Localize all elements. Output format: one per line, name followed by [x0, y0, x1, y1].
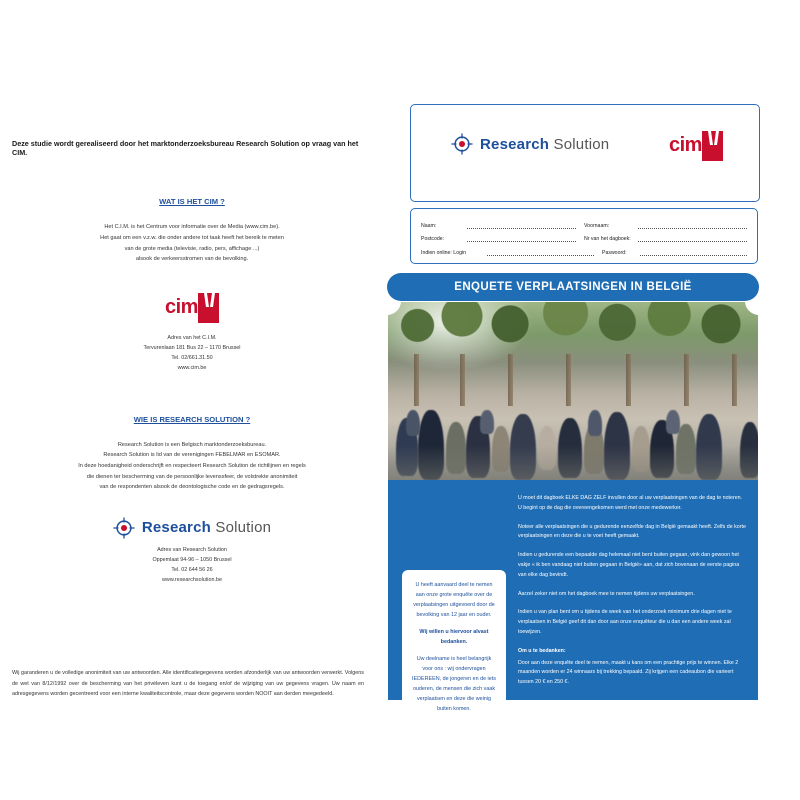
- rs-text-line: Research Solution is lid van de verenigingen FEBELMAR en ESOMAR.: [103, 452, 281, 459]
- cim-text-line: alsook de verkeersstromen van de bevolking.: [135, 256, 249, 263]
- rs-text-line: In deze hoedanigheid onderschrijft en respecteert Research Solution de richtlijnen en regels: [78, 463, 306, 470]
- cim-text-line: van de grote media (televisie, radio, pers, affichage ...): [124, 245, 260, 252]
- form-input-naam[interactable]: [467, 220, 576, 229]
- rs-text-line: die dienen ter bescherming van de persoonlijke levenssfeer, de volstrekte anonimiteit: [86, 473, 298, 480]
- logo-word-solution: Solution: [553, 135, 610, 153]
- rs-address-line: www.researchsolution.be: [162, 576, 222, 583]
- respondent-form: [410, 208, 758, 264]
- target-crosshair-icon: [451, 133, 473, 155]
- form-row: [421, 242, 747, 256]
- cim-logo-text: cim: [669, 134, 702, 156]
- cim-section: [12, 197, 372, 373]
- left-info-panel: [12, 140, 372, 700]
- research-solution-logo: [12, 517, 372, 539]
- cim-text-line: Het gaat om een v.z.w. die onder andere tot taak heeft het bereik te meten: [100, 234, 284, 241]
- rs-section-title: WIE IS RESEARCH SOLUTION ?: [133, 414, 251, 424]
- rs-section-text: [12, 440, 372, 493]
- cim-logo-icon: [165, 293, 219, 327]
- target-crosshair-icon: [113, 517, 135, 539]
- cim-logo-text: cim: [165, 295, 198, 318]
- cim-text-line: Het C.I.M. is het Centrum voor informatie over de Media (www.cim.be).: [104, 224, 280, 231]
- research-solution-wordmark: [142, 520, 271, 535]
- cim-section-title: WAT IS HET CIM ?: [159, 197, 225, 207]
- cim-logo-mark: [198, 293, 219, 323]
- reward-heading: Om u te bedanken:: [518, 647, 566, 654]
- form-label-naam: Naam:: [421, 222, 437, 229]
- brochure-instructions-panel: [388, 480, 758, 712]
- logo-word-research: Research: [480, 135, 550, 153]
- form-row: [421, 229, 747, 243]
- rs-address-line: Oppemlaat 94-96 – 1050 Brussel: [152, 556, 232, 563]
- form-input-postcode[interactable]: [467, 233, 576, 242]
- research-solution-section: [12, 415, 372, 585]
- cim-address-line: Tel. 02/661.31.50: [171, 354, 213, 361]
- cim-address-line: Tervurenlaan 181 Bus 22 – 1170 Brussel: [143, 344, 241, 351]
- thankyou-note: Uw deelname is heel belangrijk voor ons : wij ondervragen IEDEREEN, de jongeren en de iets ouderen, de mensen die zich vaak verplaatsen en deze die weinig buiten komen.: [412, 656, 496, 712]
- form-label-voornaam: Voornaam:: [584, 222, 610, 229]
- brochure-logo-card: [410, 104, 760, 202]
- instruction-paragraph: U moet dit dagboek ELKE DAG ZELF invullen door al uw verplaatsingen van de dag te noteren. U begint op de dag die overeengekomen werd met onze medewerker.: [518, 495, 743, 511]
- form-input-dagboeknr[interactable]: [638, 233, 747, 242]
- rs-logo-block: [12, 517, 372, 585]
- form-label-dagboeknr: Nr van het dagboek:: [584, 236, 631, 242]
- logo-word-solution: Solution: [215, 519, 272, 537]
- cim-logo-block: [12, 293, 372, 373]
- lead-paragraph: Deze studie wordt gerealiseerd door het marktonderzoeksbureau Research Solution op vraag van het CIM.: [12, 139, 359, 157]
- brochure-wordmark: [480, 137, 609, 152]
- form-input-voornaam[interactable]: [638, 220, 747, 229]
- cover-photo-crowd: [388, 302, 758, 480]
- reward-paragraph: Door aan deze enquête deel te nemen, maakt u kans om een prachtige prijs te winnen. Elke 2 maanden worden er 24 winnaars bij trekking bepaald. Zij krijgen een cadeaubon die varieert tussen 20 € en 250 €.: [518, 659, 739, 686]
- brochure-title-banner: ENQUETE VERPLAATSINGEN IN BELGIË: [388, 274, 758, 300]
- rs-text-line: van de respondenten alsook de deontologische code en de gedragsregels.: [99, 484, 285, 491]
- thank-you-card: [402, 570, 506, 724]
- form-input-login[interactable]: [487, 247, 594, 256]
- cim-address-label: Adres van het C.I.M.: [167, 334, 217, 341]
- brochure-research-solution-logo: [451, 133, 609, 155]
- form-row: [421, 215, 747, 229]
- rs-address-line: Tel. 02 644 56 26: [171, 566, 213, 573]
- rs-address: [12, 545, 372, 585]
- cim-logo-icon: [669, 131, 723, 165]
- brochure-cover: [388, 104, 786, 712]
- privacy-legal-text: Wij garanderen u de volledige anonimiteit van uw antwoorden. Alle identificatiegegevens worden afzonderlijk van uw antwoorden verwerkt. Volgens de wet van 8/12/1992 over de bescherming van het privéleven kunt u de toegang en/of de wijziging van uw gegevens vragen. Uw naam en adresgegevens worden gecentreerd voor een interne kwaliteitscontrole, maar deze gegevens worden NOOIT aan derden meegedeeld.: [12, 670, 364, 698]
- form-label-postcode: Postcode:: [421, 236, 445, 242]
- cim-logo-mark: [702, 131, 723, 161]
- thankyou-headline: Wij willen u hiervoor alvast bedanken.: [419, 629, 489, 645]
- instructions-text: [518, 494, 746, 697]
- photo-foreground-blur: [388, 446, 758, 480]
- thankyou-intro: U heeft aanvaard deel te nemen aan onze grote enquête over de verplaatsingen uitgevoerd door de bevolking van 12 jaar en ouder.: [413, 582, 495, 618]
- cim-section-text: [12, 222, 372, 265]
- logo-word-research: Research: [141, 519, 211, 537]
- instruction-paragraph: Noteer alle verplaatsingen die u gedurende eenzelfde dag in België gemaakt heeft. Zelfs de korte verplaatsingen en deze die u te voet heeft gemaakt.: [518, 523, 746, 540]
- instruction-paragraph: Indien u gedurende een bepaalde dag helemaal niet bent buiten gegaan, vink dan gewoon het vakje « ik ben vandaag niet buiten gegaan in België» aan, dat zich bovenaan de eerste pagina van elke dag bevindt.: [518, 552, 740, 578]
- form-label-paswoord: Paswoord:: [602, 249, 627, 256]
- rs-text-line: Research Solution is een Belgisch marktonderzoeksbureau.: [117, 441, 267, 448]
- form-label-login: Indien online: Login: [421, 249, 466, 256]
- form-input-paswoord[interactable]: [640, 247, 747, 256]
- instruction-paragraph: Aarzel zeker niet om het dagboek mee te nemen tijdens uw verplaatsingen.: [518, 590, 695, 597]
- cim-address-line: www.cim.be: [177, 364, 207, 371]
- cim-address: [12, 333, 372, 373]
- rs-address-label: Adres van Research Solution: [157, 546, 227, 553]
- instruction-paragraph: Indien u van plan bent om u tijdens de week van het onderzoek minimum drie dagen niet te verplaatsen in België geef dit dan door aan onze enquêteur die u dan een andere week zal toewijzen.: [518, 609, 732, 635]
